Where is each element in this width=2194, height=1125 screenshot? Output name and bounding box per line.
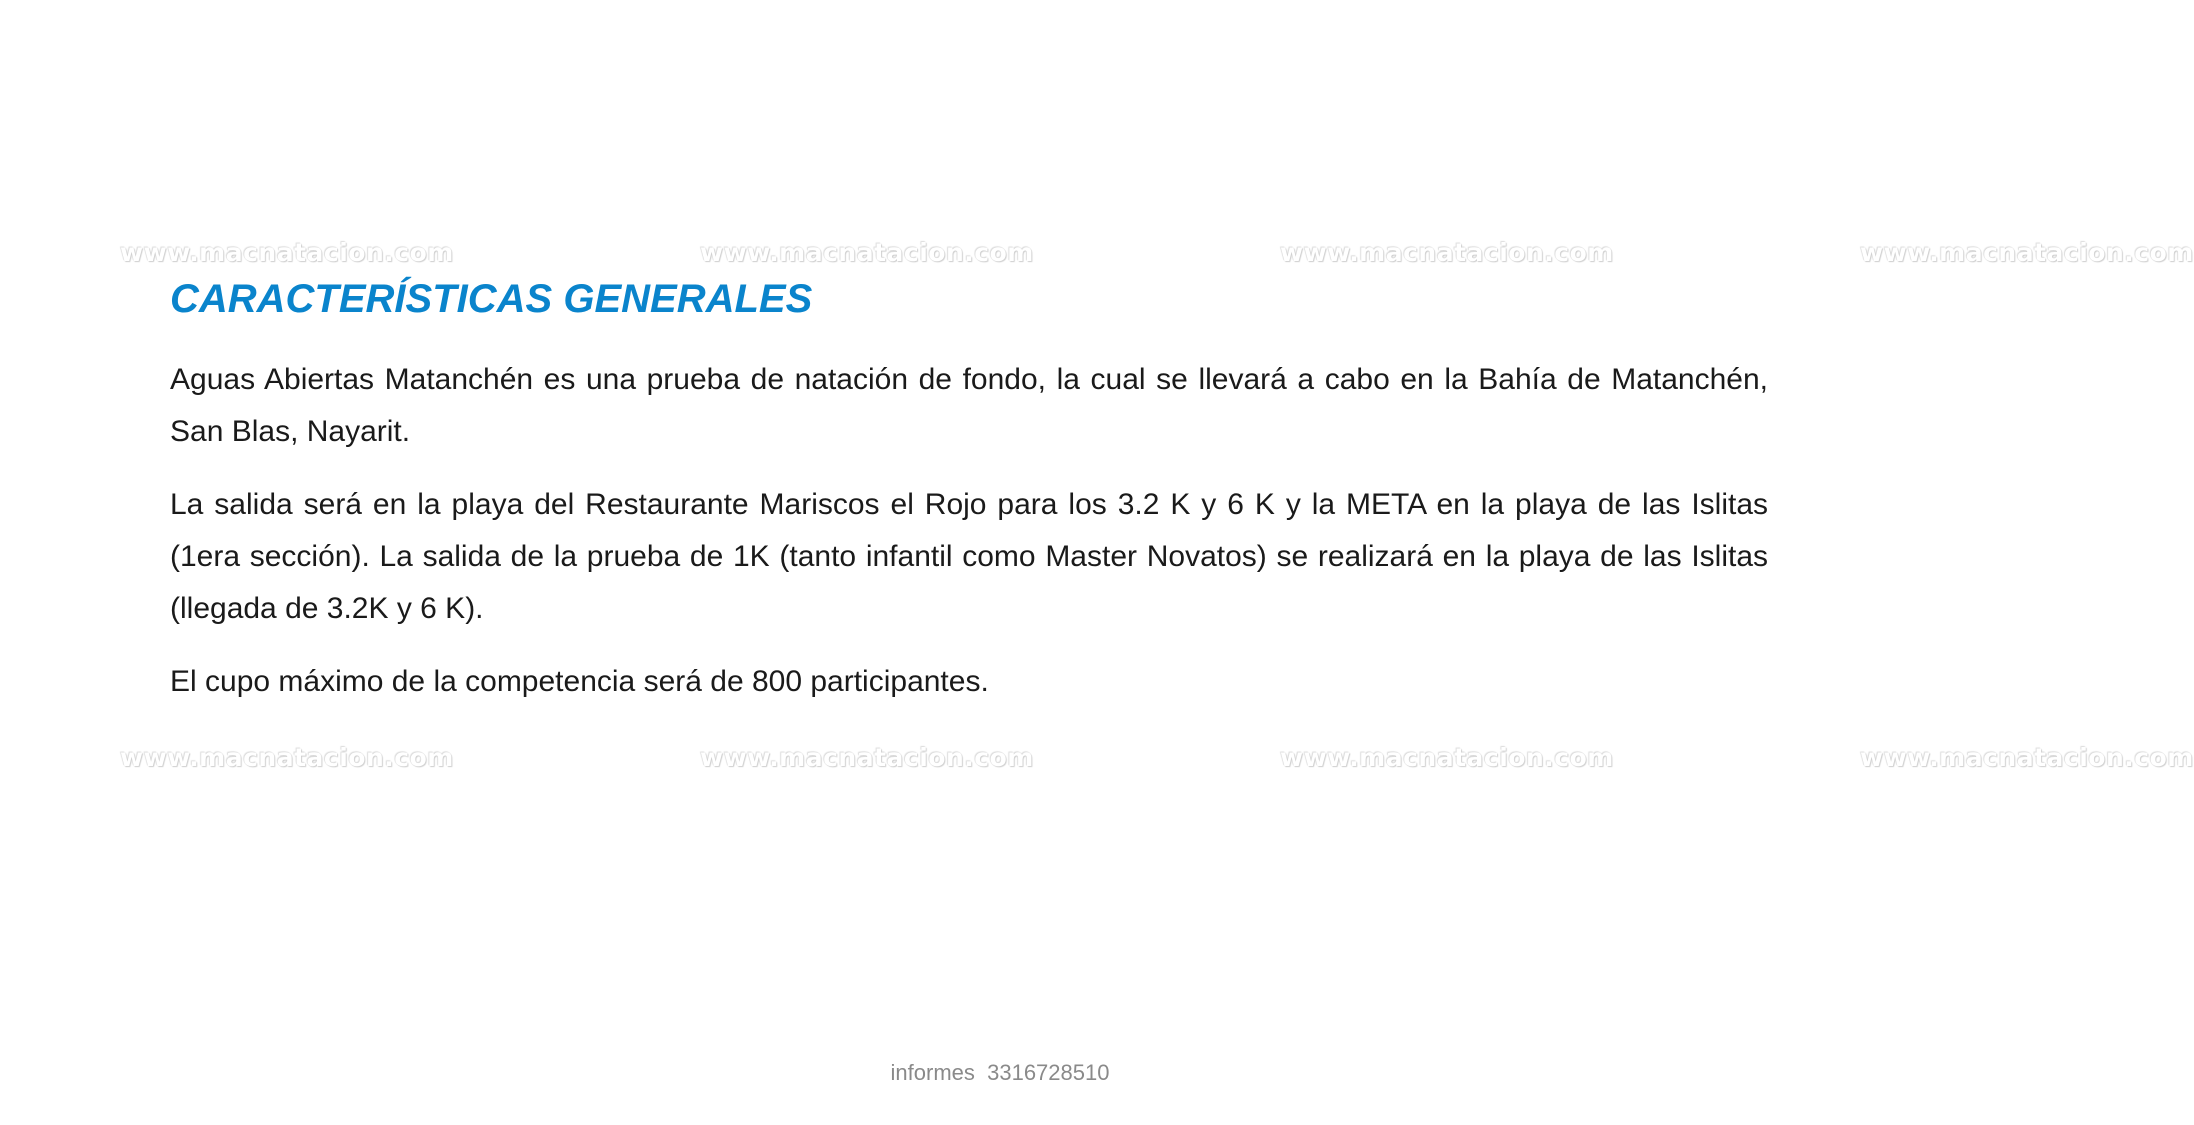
watermark-row-bottom <box>0 743 2194 783</box>
watermark: www.macnatacion.com <box>1860 743 2194 772</box>
watermark: www.macnatacion.com <box>1280 743 1614 772</box>
paragraph-intro: Aguas Abiertas Matanchén es una prueba de natación de fondo, la cual se llevará a cabo en la Bahía de Matanchén, San Blas, Nayarit. <box>170 363 1768 448</box>
paragraph-start-finish: La salida será en la playa del Restaurante Mariscos el Rojo para los 3.2 K y 6 K y la META en la playa de las Islitas (1era sección). La salida de la prueba de 1K (tanto infantil como Master Novatos) se realizará en la playa de las Islitas (llegada de 3.2K y 6 K). <box>170 488 1768 625</box>
section-heading: CARACTERÍSTICAS GENERALES <box>170 277 813 321</box>
section-content <box>170 268 1768 729</box>
watermark: www.macnatacion.com <box>1860 238 2194 267</box>
paragraph-capacity: El cupo máximo de la competencia será de 800 participantes. <box>170 665 989 698</box>
watermark: www.macnatacion.com <box>700 238 1034 267</box>
footer-contact: informes 3316728510 <box>890 1060 1110 1085</box>
watermark: www.macnatacion.com <box>700 743 1034 772</box>
watermark: www.macnatacion.com <box>120 238 454 267</box>
watermark: www.macnatacion.com <box>120 743 454 772</box>
watermark: www.macnatacion.com <box>1280 238 1614 267</box>
